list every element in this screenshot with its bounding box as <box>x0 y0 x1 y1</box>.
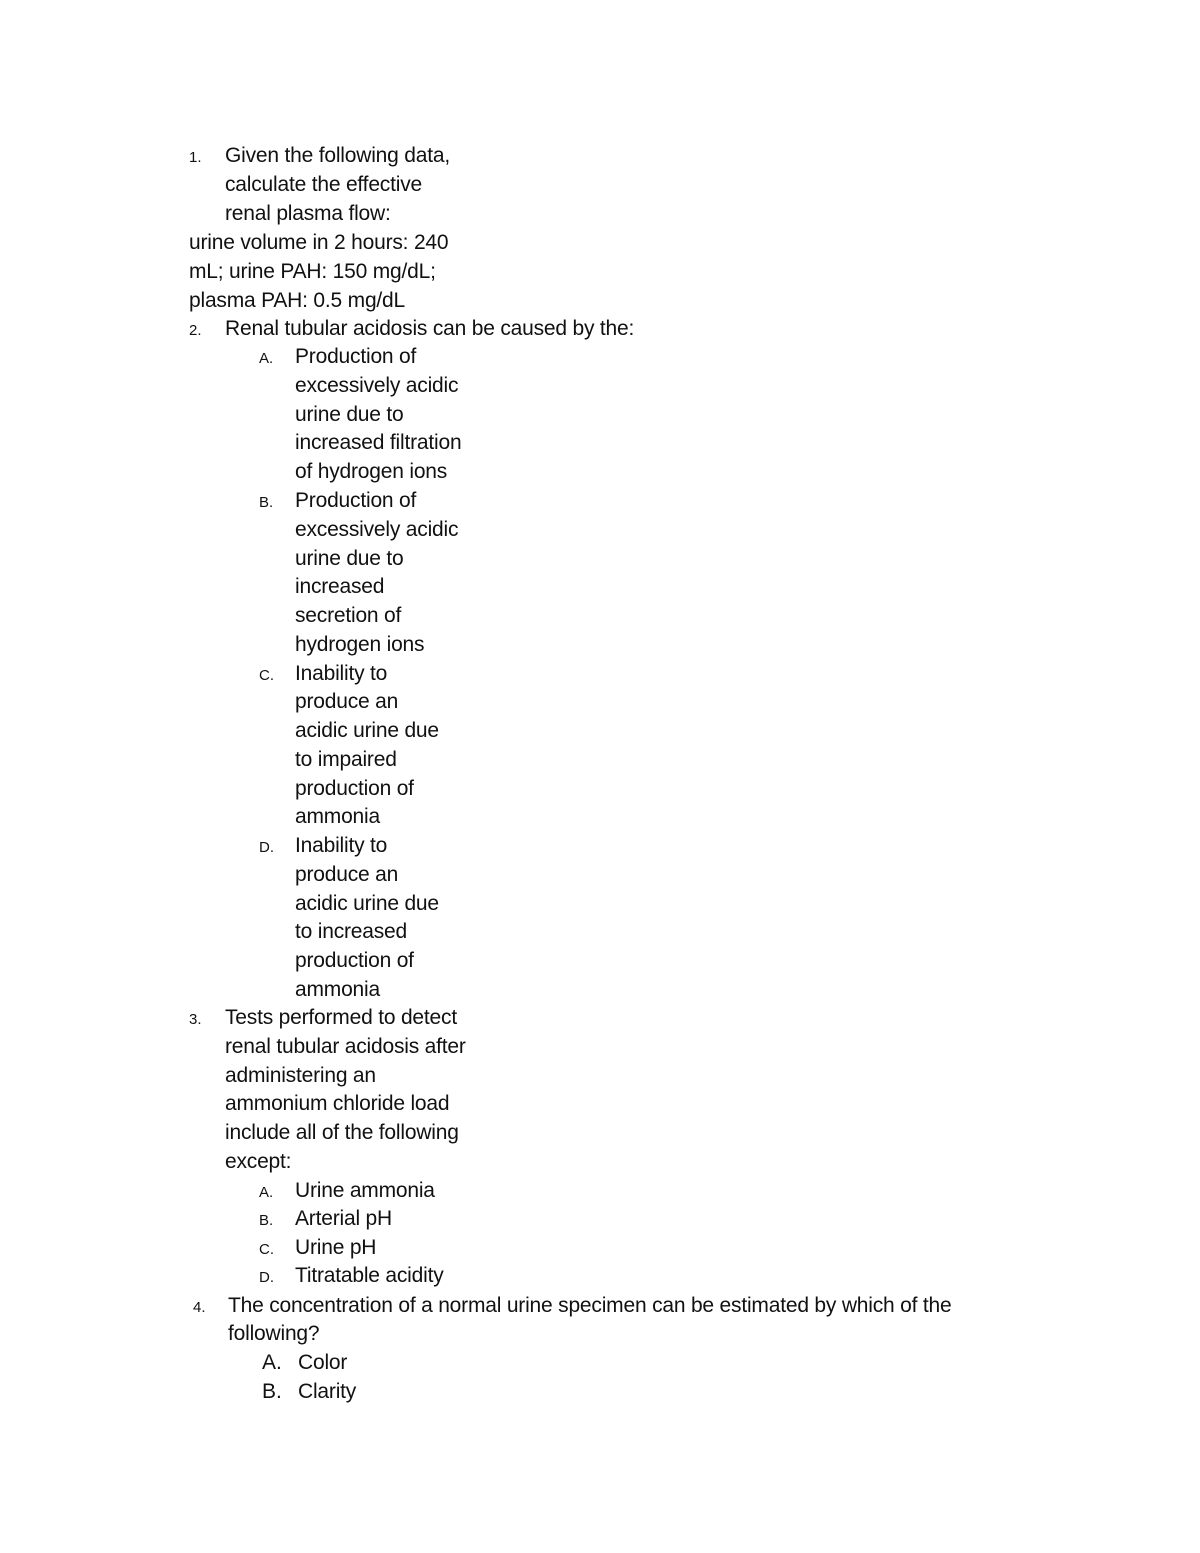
option-text: to impaired <box>295 748 397 771</box>
question-number: 4. <box>193 1299 206 1316</box>
option-letter: B. <box>259 1212 274 1229</box>
question-data: urine volume in 2 hours: 240 <box>189 231 449 254</box>
question-number: 3. <box>189 1011 202 1028</box>
option-text: ammonia <box>295 805 380 828</box>
option-text: Color <box>298 1351 348 1374</box>
option-letter: D. <box>259 1269 274 1286</box>
question-text: except: <box>225 1150 292 1173</box>
option-text: Inability to <box>295 662 388 685</box>
option-text: increased <box>295 575 385 598</box>
option-text: Urine pH <box>295 1236 377 1259</box>
option-text: Production of <box>295 489 417 512</box>
question-text: Given the following data, <box>225 144 450 167</box>
question-number: 2. <box>189 322 202 339</box>
option-text: produce an <box>295 863 399 886</box>
question-text: renal plasma flow: <box>225 202 391 225</box>
question-data: mL; urine PAH: 150 mg/dL; <box>189 260 436 283</box>
question-text: ammonium chloride load <box>225 1092 450 1115</box>
option-text: production of <box>295 949 414 972</box>
option-text: Titratable acidity <box>295 1264 444 1287</box>
question-text: Tests performed to detect <box>225 1006 457 1029</box>
option-letter: B. <box>259 494 274 511</box>
option-text: of hydrogen ions <box>295 460 448 483</box>
question-text: The concentration of a normal urine specimen can be estimated by which of the <box>228 1294 952 1317</box>
option-text: excessively acidic <box>295 518 459 541</box>
question-text: calculate the effective <box>225 173 422 196</box>
option-text: excessively acidic <box>295 374 459 397</box>
option-text: Arterial pH <box>295 1207 392 1230</box>
option-letter: B. <box>262 1380 282 1403</box>
question-text: renal tubular acidosis after <box>225 1035 466 1058</box>
option-text: produce an <box>295 690 399 713</box>
question-text: Renal tubular acidosis can be caused by the: <box>225 317 635 340</box>
option-text: Urine ammonia <box>295 1179 435 1202</box>
option-letter: D. <box>259 839 274 856</box>
option-text: acidic urine due <box>295 719 439 742</box>
question-text: include all of the following <box>225 1121 459 1144</box>
option-text: Clarity <box>298 1380 357 1403</box>
option-text: Production of <box>295 345 417 368</box>
option-text: ammonia <box>295 978 380 1001</box>
option-letter: C. <box>259 667 274 684</box>
option-letter: C. <box>259 1241 274 1258</box>
option-text: hydrogen ions <box>295 633 425 656</box>
option-text: production of <box>295 777 414 800</box>
option-text: to increased <box>295 920 408 943</box>
option-text: increased filtration <box>295 431 462 454</box>
option-letter: A. <box>259 350 274 367</box>
question-data: plasma PAH: 0.5 mg/dL <box>189 289 406 312</box>
option-text: urine due to <box>295 403 404 426</box>
option-text: secretion of <box>295 604 402 627</box>
option-text: acidic urine due <box>295 892 439 915</box>
option-text: Inability to <box>295 834 388 857</box>
question-text: following? <box>228 1322 320 1345</box>
option-text: urine due to <box>295 547 404 570</box>
question-text: administering an <box>225 1064 376 1087</box>
option-letter: A. <box>259 1184 274 1201</box>
option-letter: A. <box>262 1351 282 1374</box>
question-number: 1. <box>189 149 202 166</box>
